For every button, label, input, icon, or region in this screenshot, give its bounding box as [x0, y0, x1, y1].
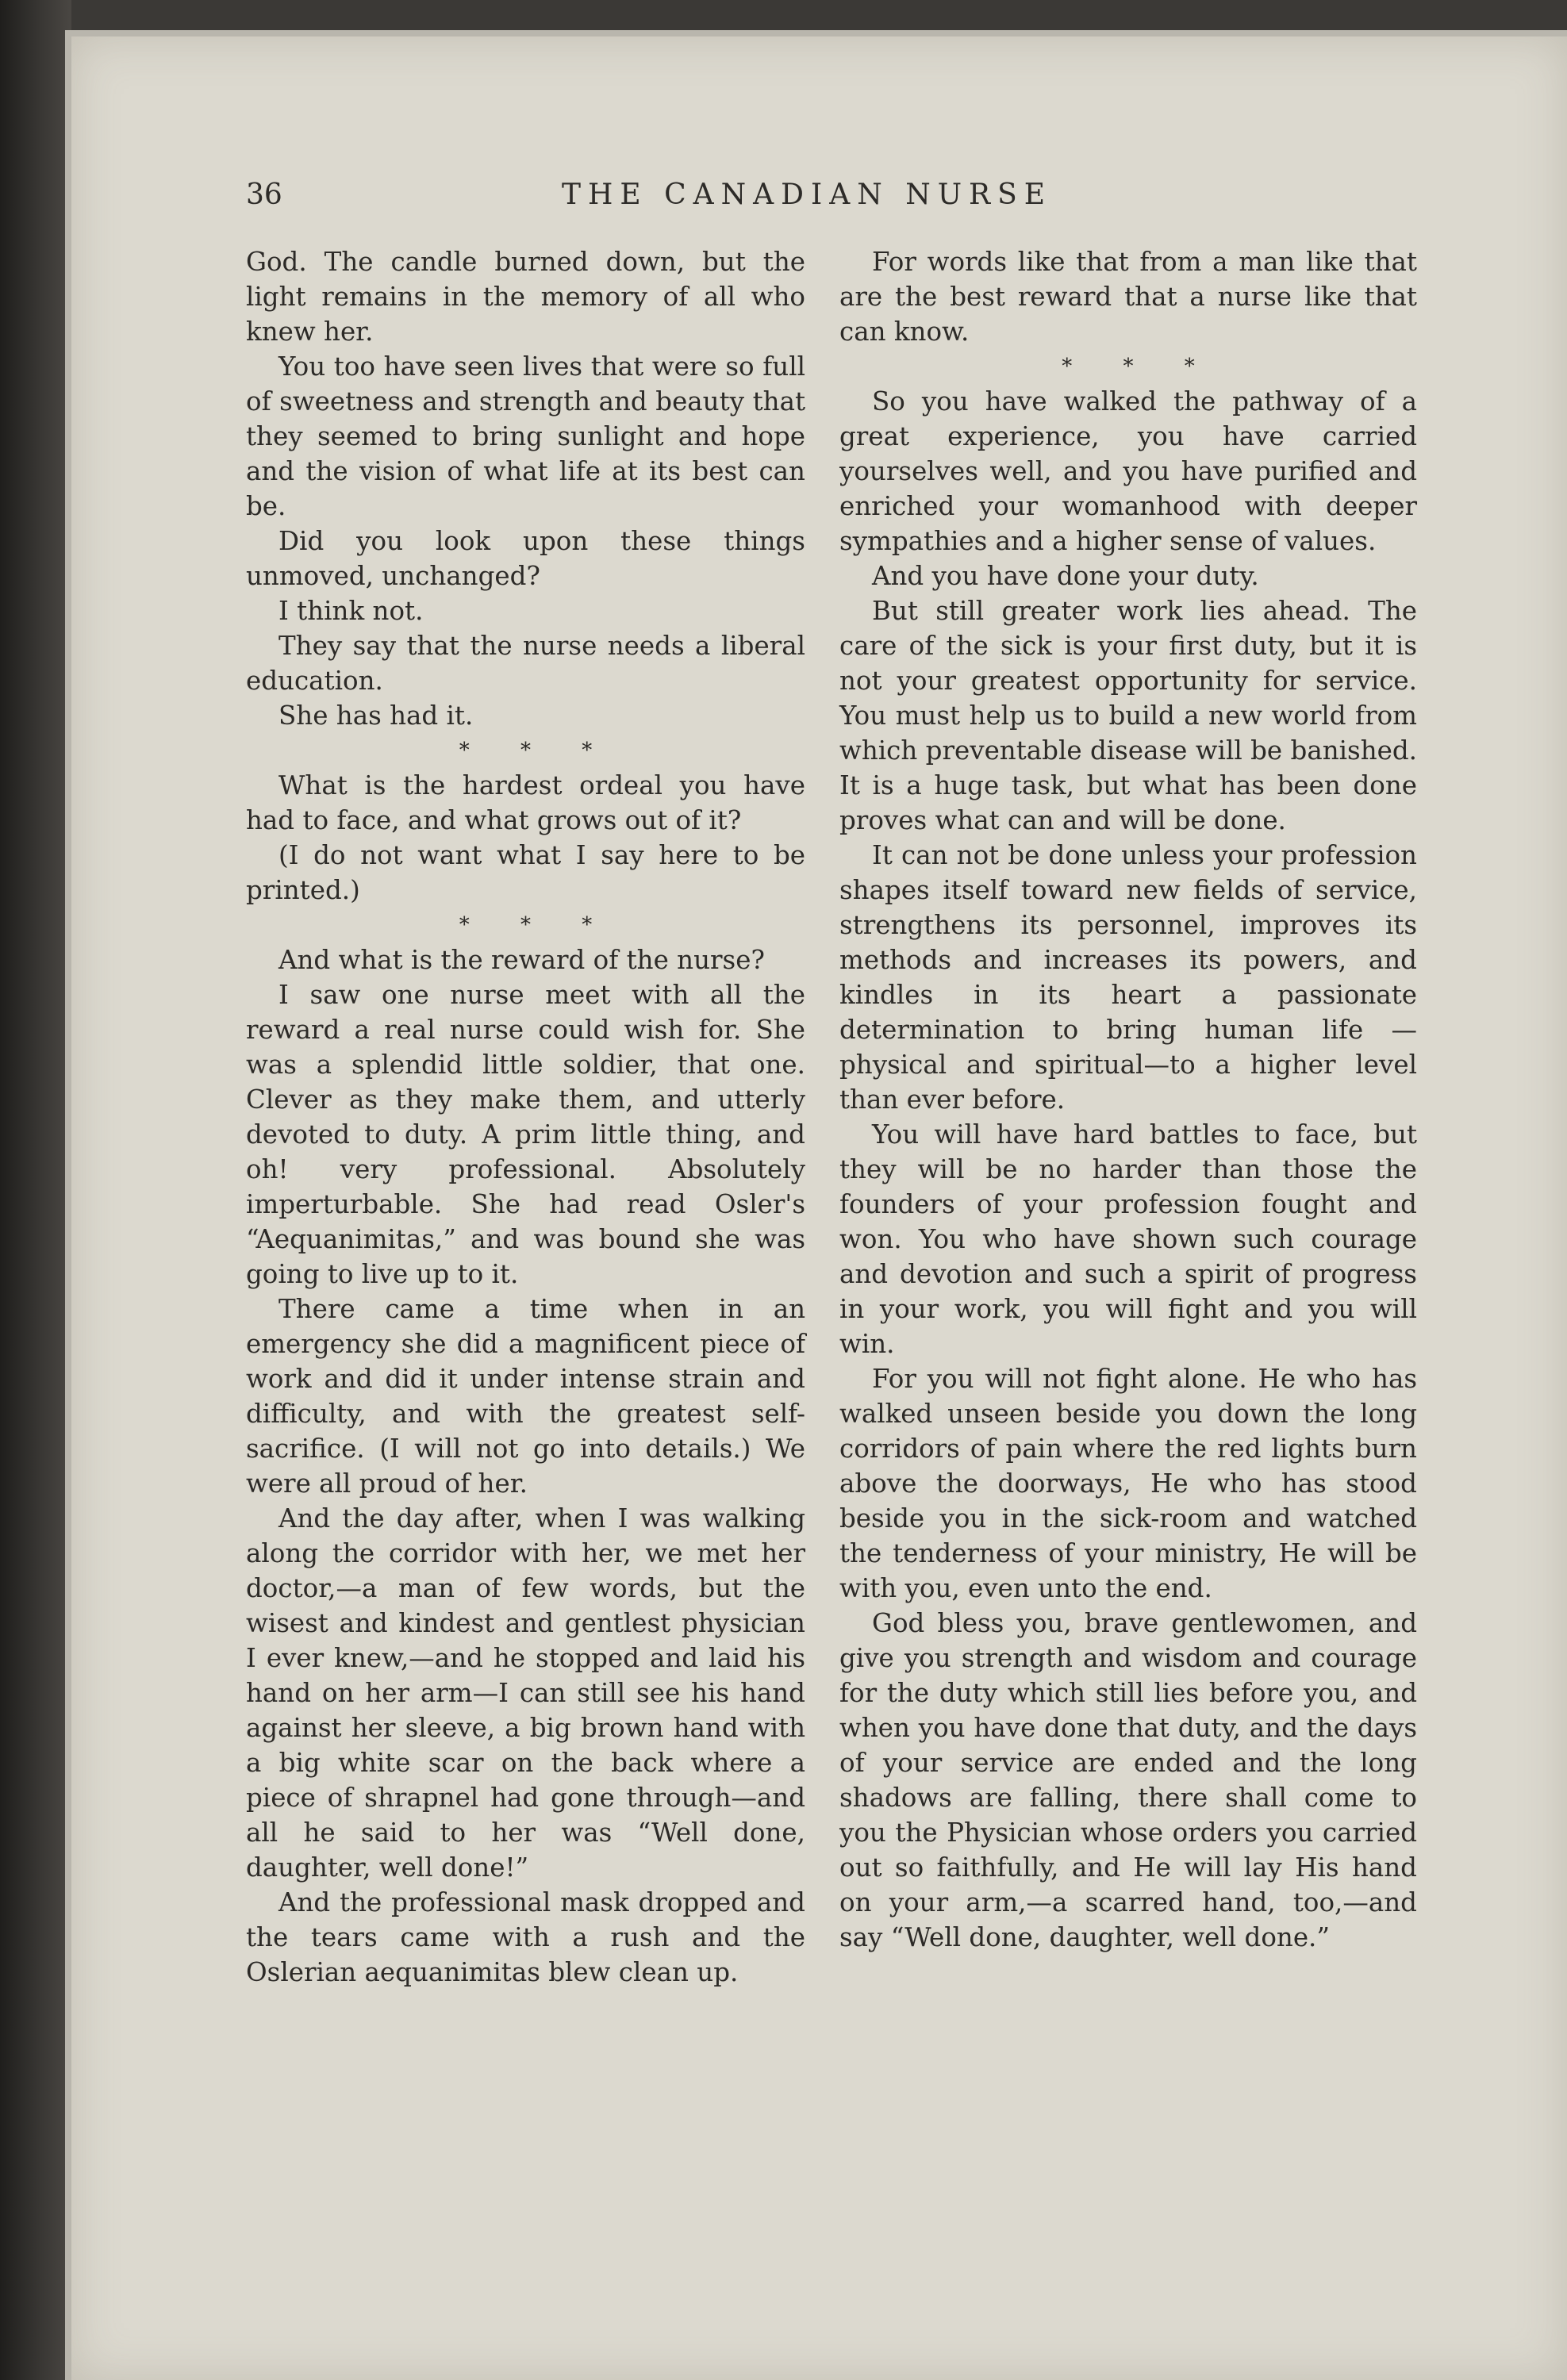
paragraph: And you have done your duty.: [872, 561, 1259, 591]
paragraph: It can not be done unless your profession shapes itself toward new fields of service, strengthens its personnel, improves its methods and increases its powers, and kindles in its heart a passionate determination to bring human life — physical and spiritual—to a higher level than ever before.: [839, 840, 1417, 1115]
section-separator: * * *: [459, 739, 615, 762]
paragraph: (I do not want what I say here to be printed.): [246, 840, 805, 905]
paragraph: She has had it.: [278, 701, 474, 731]
paragraph: There came a time when in an emergency she did a magnificent piece of work and did it under intense strain and difficulty, and with the greatest self-sacrifice. (I will not go into details.) We were all proud of her.: [246, 1294, 805, 1499]
paragraph: God. The candle burned down, but the light remains in the memory of all who knew her.: [246, 247, 805, 347]
running-title: THE CANADIAN NURSE: [562, 178, 1053, 211]
paragraph: Did you look upon these things unmoved, unchanged?: [246, 526, 805, 591]
paragraph: So you have walked the pathway of a great experience, you have carried yourselves well, and you have purified and enriched your womanhood with deeper sympathies and a higher sense of values.: [839, 386, 1417, 556]
section-separator: * * *: [459, 913, 615, 937]
running-header: [173, 176, 1141, 214]
paragraph: I saw one nurse meet with all the reward a real nurse could wish for. She was a splendid little soldier, that one. Clever as they make them, and utterly devoted to duty. A prim little thing, and oh! very professional. Absolutely imperturbable. She had read Osler's “Aequanimitas,” and was bound she was going to live up to it.: [246, 980, 805, 1289]
paragraph: But still greater work lies ahead. The care of the sick is your first duty, but it is not your greatest opportunity for service. You must help us to build a new world from which preventable disease will be banished. It is a huge task, but what has been done proves what can and will be done.: [839, 596, 1417, 835]
paragraph: You will have hard battles to face, but they will be no harder than those the founders of your profession fought and won. You who have shown such courage and devotion and such a spirit of progress in your work, you will fight and you will win.: [839, 1119, 1417, 1359]
paragraph: They say that the nurse needs a liberal education.: [246, 631, 805, 696]
paragraph: I think not.: [278, 596, 424, 626]
paragraph: God bless you, brave gentlewomen, and give you strength and wisdom and courage for the duty which still lies before you, and when you have done that duty, and the days of your service are ended and the long shadows are falling, there shall come to you the Physician whose orders you carried out so faithfully, and He will lay His hand on your arm,—a scarred hand, too,—and say “Well done, daughter, well done.”: [839, 1608, 1417, 1952]
paragraph: What is the hardest ordeal you have had to face, and what grows out of it?: [246, 770, 805, 835]
right-column: [839, 244, 1417, 1955]
paragraph: And the day after, when I was walking along the corridor with her, we met her doctor,—a man of few words, but the wisest and kindest and gentlest physician I ever knew,—and he stopped and laid his hand on her arm—I can still see his hand against her sleeve, a big brown hand with a big white scar on the back where a piece of shrapnel had gone through—and all he said to her was “Well done, daughter, well done!”: [246, 1503, 805, 1883]
left-column: [246, 244, 805, 1990]
page-number: 36: [246, 178, 282, 211]
scan-background: [0, 0, 71, 2380]
section-separator: * * *: [1062, 355, 1217, 378]
paragraph: And the professional mask dropped and the tears came with a rush and the Oslerian aequanimitas blew clean up.: [246, 1887, 805, 1987]
paragraph: You too have seen lives that were so full of sweetness and strength and beauty that they seemed to bring sunlight and hope and the vision of what life at its best can be.: [246, 351, 805, 521]
paragraph: For words like that from a man like that are the best reward that a nurse like that can know.: [839, 247, 1417, 347]
paragraph: And what is the reward of the nurse?: [278, 945, 765, 975]
paragraph: For you will not fight alone. He who has walked unseen beside you down the long corridors of pain where the red lights burn above the doorways, He who has stood beside you in the sick-room and watched the tenderness of your ministry, He will be with you, even unto the end.: [839, 1364, 1417, 1603]
